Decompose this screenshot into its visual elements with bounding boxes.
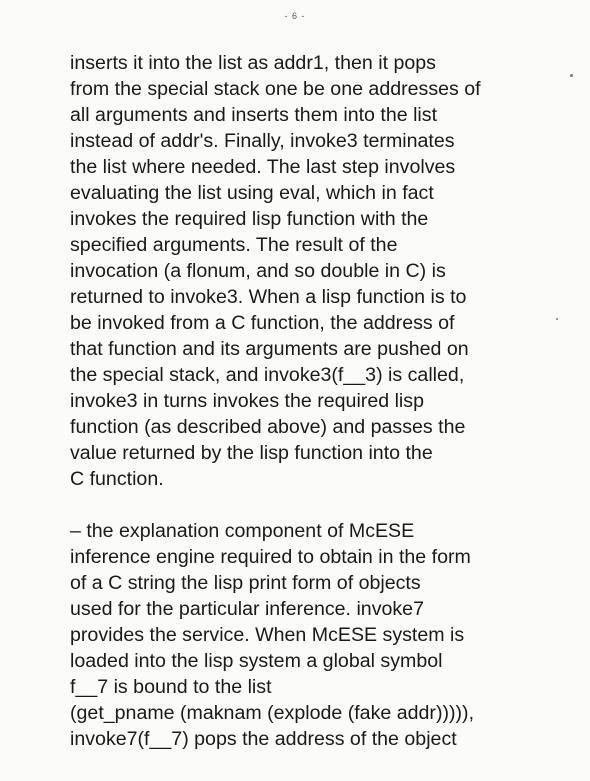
text-line: that function and its arguments are pushed on [70, 338, 469, 360]
text-line: returned to invoke3. When a lisp function is to [70, 286, 467, 308]
text-line: invoke3 in turns invokes the required lisp [70, 390, 424, 412]
text-line: inserts it into the list as addr1, then it pops [70, 52, 436, 74]
text-line: inference engine required to obtain in the form [70, 546, 471, 568]
text-line: from the special stack one be one addresses of [70, 78, 481, 100]
text-line: the special stack, and invoke3(f__3) is called, [70, 364, 465, 386]
text-line: invoke7(f__7) pops the address of the object [70, 728, 457, 750]
text-line: used for the particular inference. invoke7 [70, 598, 424, 620]
text-line: be invoked from a C function, the address of [70, 312, 455, 334]
text-line: evaluating the list using eval, which in fact [70, 182, 434, 204]
text-line: the list where needed. The last step involves [70, 156, 456, 178]
text-line: provides the service. When McESE system is [70, 624, 465, 646]
body-text [70, 50, 540, 752]
text-line: invocation (a flonum, and so double in C) is [70, 260, 446, 282]
text-line: value returned by the lisp function into the [70, 442, 433, 464]
text-line: (get_pname (maknam (explode (fake addr))))), [70, 702, 475, 724]
scan-speck [556, 318, 558, 320]
paragraph-invoke3 [70, 50, 540, 492]
text-line: loaded into the lisp system a global symbol [70, 650, 443, 672]
text-line: f__7 is bound to the list [70, 676, 272, 698]
paragraph-gap [70, 492, 540, 518]
text-line: invokes the required lisp function with the [70, 208, 429, 230]
text-line: instead of addr's. Finally, invoke3 terminates [70, 130, 455, 152]
scan-speck [570, 74, 573, 77]
text-line: all arguments and inserts them into the list [70, 104, 438, 126]
text-line: specified arguments. The result of the [70, 234, 398, 256]
text-line: C function. [70, 468, 164, 490]
text-line: function (as described above) and passes the [70, 416, 466, 438]
paragraph-invoke7 [70, 518, 540, 752]
text-line: – the explanation component of McESE [70, 520, 415, 542]
text-line: of a C string the lisp print form of objects [70, 572, 421, 594]
page-number: - 6 - [284, 11, 306, 21]
